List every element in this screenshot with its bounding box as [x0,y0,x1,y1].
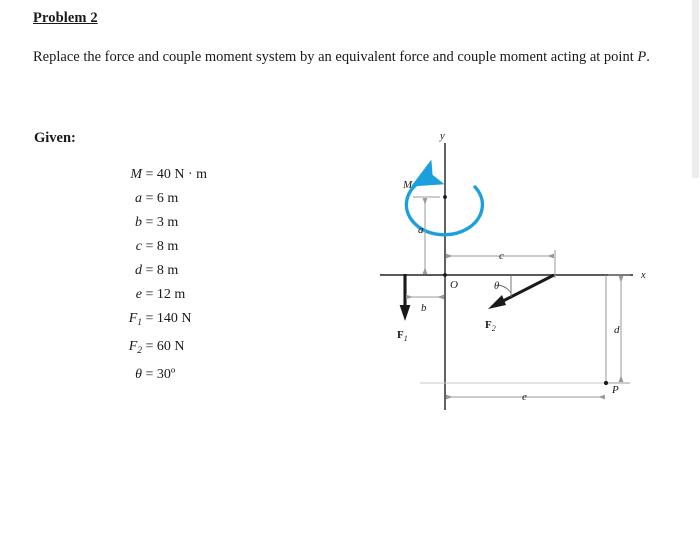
origin-dot [443,273,447,277]
dim-c-label: c [499,250,504,262]
force-f2-label: $F_2$ [485,319,496,333]
given-symbol-b: b [135,215,142,230]
given-symbol-a: a [135,191,142,206]
moment-label: M [403,179,413,191]
given-value-M: = 40 N · m [145,167,208,182]
given-item-F1 [34,307,194,335]
scrollbar-track[interactable] [691,0,700,544]
point-p-dot [604,381,608,385]
scrollbar-thumb[interactable] [692,0,699,178]
statement-point-variable: P [637,49,647,65]
given-symbol-M: M [130,167,142,182]
origin-label: O [450,279,458,291]
given-value-a: = 6 m [145,191,179,206]
given-value-F1: = 140 N [145,311,192,326]
given-heading: Given: [34,130,76,146]
theta-label: θ [494,281,500,292]
dim-b-label: b [421,302,427,314]
given-value-d: = 8 m [145,263,179,278]
given-item-e [34,283,194,307]
point-p-label: P [612,384,619,396]
free-body-diagram [380,125,670,410]
dim-e-label: e [522,391,527,403]
given-value-b: = 3 m [145,215,179,230]
given-symbol-F1: F [128,311,138,326]
given-value-F2: = 60 N [145,339,185,354]
given-item-d [34,259,194,283]
given-item-theta [34,363,194,387]
given-item-M [34,163,208,187]
theta-arc [498,285,512,293]
given-value-theta: = 30º [145,367,176,382]
given-value-c: = 8 m [145,239,179,254]
statement-text-tail: . [646,49,650,65]
moment-anchor-dot [443,195,447,199]
given-item-b [34,211,194,235]
dim-a-label: a [418,224,424,236]
x-axis-label: x [641,270,646,281]
statement-text-lead: Replace the force and couple moment system by an equivalent force and couple moment acting at point [33,49,638,65]
given-subscript-F1: 1 [137,318,142,328]
dim-d-label: d [614,324,620,336]
problem-statement [33,44,659,71]
given-symbol-d: d [135,263,142,278]
given-item-c [34,235,194,259]
given-subscript-F2: 2 [137,346,142,356]
given-item-F2 [34,335,194,363]
page-title: Problem 2 [33,10,98,26]
given-item-a [34,187,194,211]
given-symbol-c: c [135,239,142,254]
dimension-c [447,250,555,278]
given-symbol-F2: F [128,339,138,354]
given-symbol-theta: θ [135,367,142,382]
y-axis-label: y [440,131,445,142]
force-f1-label: $F_1$ [397,329,408,343]
given-values-list [34,163,208,387]
dimension-d [608,275,630,383]
angle-theta [494,275,511,297]
given-value-e: = 12 m [145,287,186,302]
dimension-e [447,391,604,403]
dimension-b [407,297,443,314]
given-symbol-e: e [135,287,142,302]
